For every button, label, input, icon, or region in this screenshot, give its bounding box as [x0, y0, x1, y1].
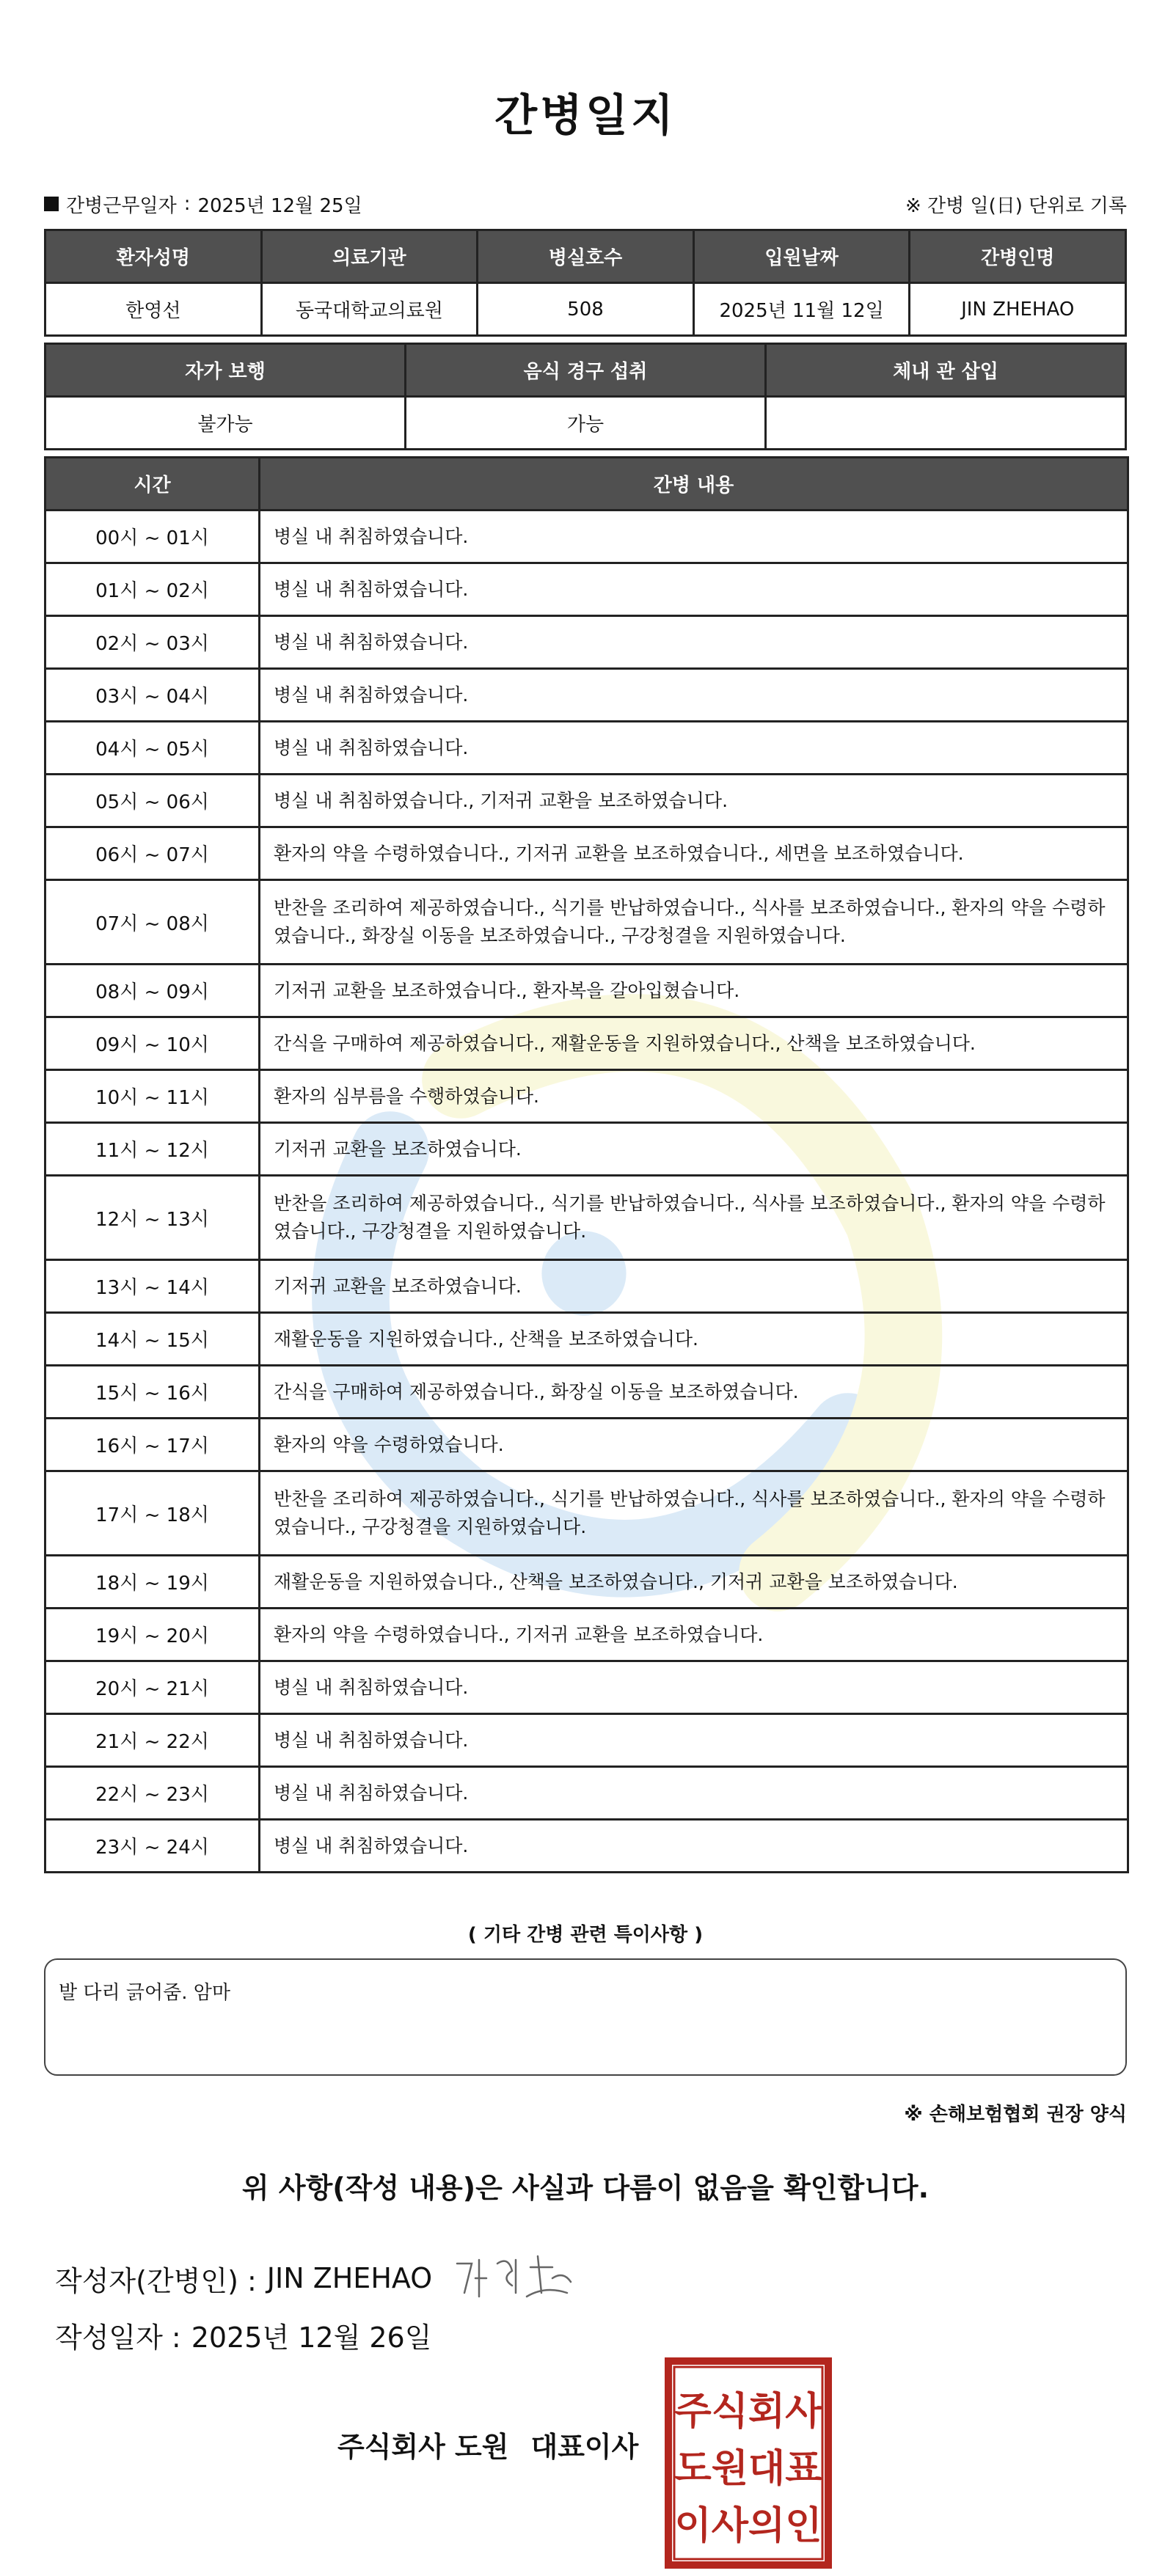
log-content: 환자의 약을 수령하였습니다., 기저귀 교환을 보조하였습니다. [260, 1609, 1128, 1661]
log-content: 반찬을 조리하여 제공하였습니다., 식기를 반납하였습니다., 식사를 보조하였습니다., 환자의 약을 수령하였습니다., 구강청결을 지원하였습니다. [260, 1176, 1128, 1260]
table-row [45, 1767, 1128, 1820]
form-notice: ※ 손해보험협회 권장 양식 [904, 2104, 1127, 2126]
table-row [45, 1419, 1128, 1471]
log-content: 환자의 약을 수령하였습니다. [260, 1419, 1128, 1471]
patient-status-table [44, 343, 1127, 450]
log-time: 06시 ~ 07시 [45, 827, 260, 880]
log-time: 19시 ~ 20시 [45, 1609, 260, 1661]
header-hospital: 의료기관 [261, 230, 478, 283]
table-row [45, 1123, 1128, 1176]
log-content: 병실 내 취침하였습니다. [260, 563, 1128, 616]
room-number: 508 [478, 283, 694, 336]
log-content: 병실 내 취침하였습니다. [260, 616, 1128, 669]
table-row [45, 965, 1128, 1017]
table-row [45, 1609, 1128, 1661]
table-row [45, 880, 1128, 965]
work-date-value: 2025년 12월 25일 [197, 194, 362, 217]
log-rows [45, 511, 1128, 1873]
svg-text:이사의인: 이사의인 [674, 2504, 822, 2548]
square-bullet-icon [44, 197, 59, 211]
log-time: 13시 ~ 14시 [45, 1260, 260, 1313]
log-content: 반찬을 조리하여 제공하였습니다., 식기를 반납하였습니다., 식사를 보조하였습니다., 환자의 약을 수령하였습니다., 화장실 이동을 보조하였습니다., 구강청결을 지원하였습니다. [260, 880, 1128, 965]
admission-date: 2025년 11월 12일 [693, 283, 910, 336]
table-row [45, 1070, 1128, 1123]
table-row [45, 397, 1126, 450]
remarks-title: ( 기타 간병 관련 특이사항 ) [467, 1924, 704, 1946]
log-content: 재활운동을 지원하였습니다., 산책을 보조하였습니다. [260, 1313, 1128, 1366]
log-content: 환자의 심부름을 수행하였습니다. [260, 1070, 1128, 1123]
log-time: 16시 ~ 17시 [45, 1419, 260, 1471]
writer-name: JIN ZHEHAO [266, 2262, 433, 2294]
table-row [45, 827, 1128, 880]
work-date-label: 간병근무일자 [66, 194, 177, 217]
work-date [44, 191, 362, 218]
log-time: 05시 ~ 06시 [45, 775, 260, 827]
writer-label: 작성자(간병인) : [55, 2264, 257, 2297]
log-content: 병실 내 취침하였습니다. [260, 722, 1128, 775]
header-tube: 체내 관 삽입 [766, 344, 1126, 397]
table-row [45, 283, 1126, 336]
company-signoff [337, 2424, 638, 2465]
table-header-row [45, 230, 1126, 283]
hospital: 동국대학교의료원 [261, 283, 478, 336]
patient-name: 한영선 [45, 283, 262, 336]
log-time: 03시 ~ 04시 [45, 669, 260, 722]
log-time: 20시 ~ 21시 [45, 1661, 260, 1714]
patient-info-table [44, 229, 1127, 337]
table-row [45, 1366, 1128, 1419]
log-time: 11시 ~ 12시 [45, 1123, 260, 1176]
table-row [45, 775, 1128, 827]
log-time: 17시 ~ 18시 [45, 1471, 260, 1556]
svg-text:주식회사: 주식회사 [674, 2390, 822, 2434]
header-care-content: 간병 내용 [260, 458, 1128, 511]
log-time: 00시 ~ 01시 [45, 511, 260, 563]
table-row [45, 1017, 1128, 1070]
log-time: 23시 ~ 24시 [45, 1820, 260, 1873]
written-date-value: 2025년 12월 26일 [191, 2321, 432, 2354]
log-time: 01시 ~ 02시 [45, 563, 260, 616]
log-content: 반찬을 조리하여 제공하였습니다., 식기를 반납하였습니다., 식사를 보조하였습니다., 환자의 약을 수령하였습니다., 구강청결을 지원하였습니다. [260, 1471, 1128, 1556]
log-time: 14시 ~ 15시 [45, 1313, 260, 1366]
written-date-line [55, 2315, 431, 2355]
header-time: 시간 [45, 458, 260, 511]
log-time: 04시 ~ 05시 [45, 722, 260, 775]
table-row [45, 616, 1128, 669]
log-content: 병실 내 취침하였습니다. [260, 1661, 1128, 1714]
log-content: 환자의 약을 수령하였습니다., 기저귀 교환을 보조하였습니다., 세면을 보조하였습니다. [260, 827, 1128, 880]
svg-text:도원대표: 도원대표 [674, 2447, 822, 2491]
work-date-separator: : [183, 193, 191, 215]
confirmation-statement: 위 사항(작성 내용)은 사실과 다름이 없음을 확인합니다. [241, 2172, 930, 2204]
log-content: 병실 내 취침하였습니다. [260, 1714, 1128, 1767]
header-room: 병실호수 [478, 230, 694, 283]
walking-status: 불가능 [45, 397, 406, 450]
table-row [45, 563, 1128, 616]
table-header-row [45, 458, 1128, 511]
unit-note: ※ 간병 일(日) 단위로 기록 [905, 194, 1127, 217]
log-content: 병실 내 취침하였습니다. [260, 669, 1128, 722]
written-date-label: 작성일자 : [55, 2321, 181, 2354]
table-row [45, 1260, 1128, 1313]
document-title: 간병일지 [494, 90, 676, 142]
log-time: 18시 ~ 19시 [45, 1556, 260, 1609]
company-role: 대표이사 [530, 2431, 639, 2463]
table-row [45, 1661, 1128, 1714]
header-patient-name: 환자성명 [45, 230, 262, 283]
tube-status [766, 397, 1126, 450]
log-content: 병실 내 취침하였습니다., 기저귀 교환을 보조하였습니다. [260, 775, 1128, 827]
log-time: 22시 ~ 23시 [45, 1767, 260, 1820]
writer-line [55, 2249, 589, 2308]
table-row [45, 722, 1128, 775]
log-content: 병실 내 취침하였습니다. [260, 1767, 1128, 1820]
header-caregiver: 간병인명 [910, 230, 1126, 283]
log-time: 07시 ~ 08시 [45, 880, 260, 965]
log-time: 02시 ~ 03시 [45, 616, 260, 669]
log-content: 병실 내 취침하였습니다. [260, 511, 1128, 563]
table-row [45, 1556, 1128, 1609]
header-oral-intake: 음식 경구 섭취 [406, 344, 766, 397]
log-content: 간식을 구매하여 제공하였습니다., 화장실 이동을 보조하였습니다. [260, 1366, 1128, 1419]
company-seal-icon [664, 2357, 833, 2569]
table-row [45, 1176, 1128, 1260]
log-content: 기저귀 교환을 보조하였습니다. [260, 1260, 1128, 1313]
log-content: 병실 내 취침하였습니다. [260, 1820, 1128, 1873]
caregiver-name: JIN ZHEHAO [910, 283, 1126, 336]
log-content: 기저귀 교환을 보조하였습니다., 환자복을 갈아입혔습니다. [260, 965, 1128, 1017]
company-name: 주식회사 도원 [337, 2431, 509, 2463]
signature-image [442, 2249, 589, 2308]
table-row [45, 511, 1128, 563]
log-time: 09시 ~ 10시 [45, 1017, 260, 1070]
log-time: 21시 ~ 22시 [45, 1714, 260, 1767]
meta-row [44, 189, 1127, 219]
header-admission-date: 입원날짜 [693, 230, 910, 283]
log-time: 15시 ~ 16시 [45, 1366, 260, 1419]
log-content: 기저귀 교환을 보조하였습니다. [260, 1123, 1128, 1176]
table-row [45, 1313, 1128, 1366]
log-time: 08시 ~ 09시 [45, 965, 260, 1017]
table-row [45, 1820, 1128, 1873]
log-content: 간식을 구매하여 제공하였습니다., 재활운동을 지원하였습니다., 산책을 보조하였습니다. [260, 1017, 1128, 1070]
remarks-field: 발 다리 긁어줌. 암마 [44, 1958, 1127, 2076]
care-log-table [44, 456, 1129, 1873]
header-walking: 자가 보행 [45, 344, 406, 397]
log-time: 12시 ~ 13시 [45, 1176, 260, 1260]
table-header-row [45, 344, 1126, 397]
log-content: 재활운동을 지원하였습니다., 산책을 보조하였습니다., 기저귀 교환을 보조하였습니다. [260, 1556, 1128, 1609]
log-time: 10시 ~ 11시 [45, 1070, 260, 1123]
table-row [45, 1714, 1128, 1767]
table-row [45, 1471, 1128, 1556]
table-row [45, 669, 1128, 722]
oral-intake-status: 가능 [406, 397, 766, 450]
